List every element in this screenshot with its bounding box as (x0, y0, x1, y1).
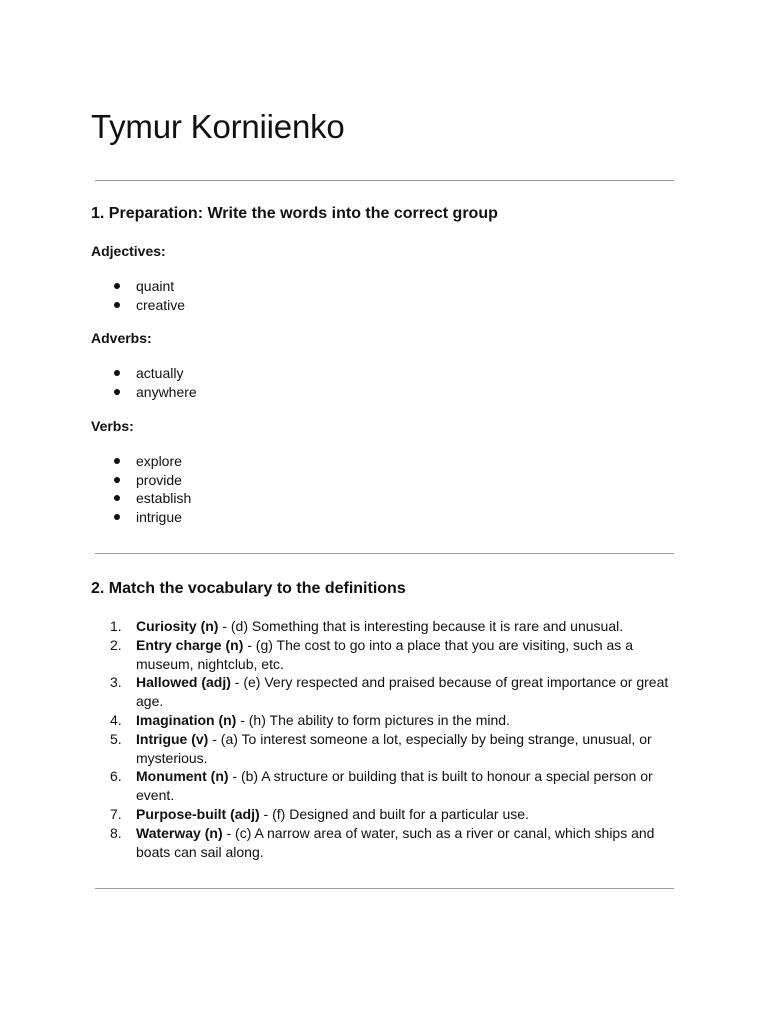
vocabulary-definition: - (f) Designed and built for a particular use. (259, 805, 529, 822)
vocabulary-definition: - (d) Something that is interesting because it is rare and unusual. (218, 618, 624, 634)
vocabulary-definition: - (g) The cost to go into a place that you are visiting, such as a museum, nightclub, etc. (136, 636, 633, 672)
vocabulary-term: Waterway (n) (136, 824, 223, 841)
section-2-heading: 2. Match the vocabulary to the definitions (91, 580, 406, 597)
vocabulary-term: Imagination (n) (136, 711, 237, 728)
list-item: explore (114, 452, 191, 471)
vocabulary-item (110, 636, 670, 674)
vocabulary-item (110, 711, 670, 730)
vocabulary-item (110, 824, 670, 862)
vocabulary-item (110, 767, 670, 805)
divider (95, 888, 674, 889)
item-number: 1. (110, 618, 122, 634)
list-item: actually (114, 364, 197, 383)
list-item: provide (114, 471, 191, 490)
item-number: 5. (110, 730, 122, 747)
item-number: 3. (110, 674, 122, 691)
vocabulary-term: Monument (n) (136, 768, 229, 785)
item-number: 7. (110, 805, 122, 822)
vocabulary-item (110, 617, 670, 636)
vocabulary-item (110, 730, 670, 768)
list-item: quaint (114, 277, 185, 296)
item-number: 2. (110, 636, 122, 653)
adjectives-list (114, 277, 185, 314)
list-item: anywhere (114, 383, 197, 402)
vocabulary-term: Intrigue (v) (136, 730, 209, 747)
vocabulary-definition: - (a) To interest someone a lot, especially by being strange, unusual, or mysterious. (136, 730, 652, 766)
vocabulary-item (110, 673, 670, 711)
item-number: 6. (110, 768, 122, 785)
vocabulary-term: Purpose-built (adj) (136, 805, 260, 822)
section-1-heading: 1. Preparation: Write the words into the correct group (91, 205, 498, 222)
divider (95, 553, 674, 554)
vocabulary-definition: - (c) A narrow area of water, such as a river or canal, which ships and boats can sail along. (136, 824, 655, 860)
item-number: 8. (110, 824, 122, 841)
vocabulary-definition: - (e) Very respected and praised because of great importance or great age. (136, 674, 669, 710)
group-label-verbs: Verbs: (91, 418, 134, 434)
list-item: establish (114, 489, 191, 508)
vocabulary-term: Hallowed (adj) (136, 674, 231, 691)
vocabulary-item (110, 805, 670, 824)
adverbs-list (114, 364, 197, 401)
divider (95, 180, 674, 181)
group-label-adverbs: Adverbs: (91, 330, 152, 346)
list-item: intrigue (114, 508, 191, 527)
vocabulary-term: Curiosity (n) (136, 618, 219, 634)
vocabulary-term: Entry charge (n) (136, 636, 244, 653)
document-title: Tymur Korniienko (91, 108, 345, 145)
group-label-adjectives: Adjectives: (91, 243, 166, 259)
vocabulary-definition: - (h) The ability to form pictures in the mind. (236, 711, 510, 728)
vocabulary-definition: - (b) A structure or building that is built to honour a special person or event. (136, 768, 653, 804)
list-item: creative (114, 296, 185, 315)
vocabulary-list (110, 617, 670, 861)
item-number: 4. (110, 711, 122, 728)
verbs-list (114, 452, 191, 526)
